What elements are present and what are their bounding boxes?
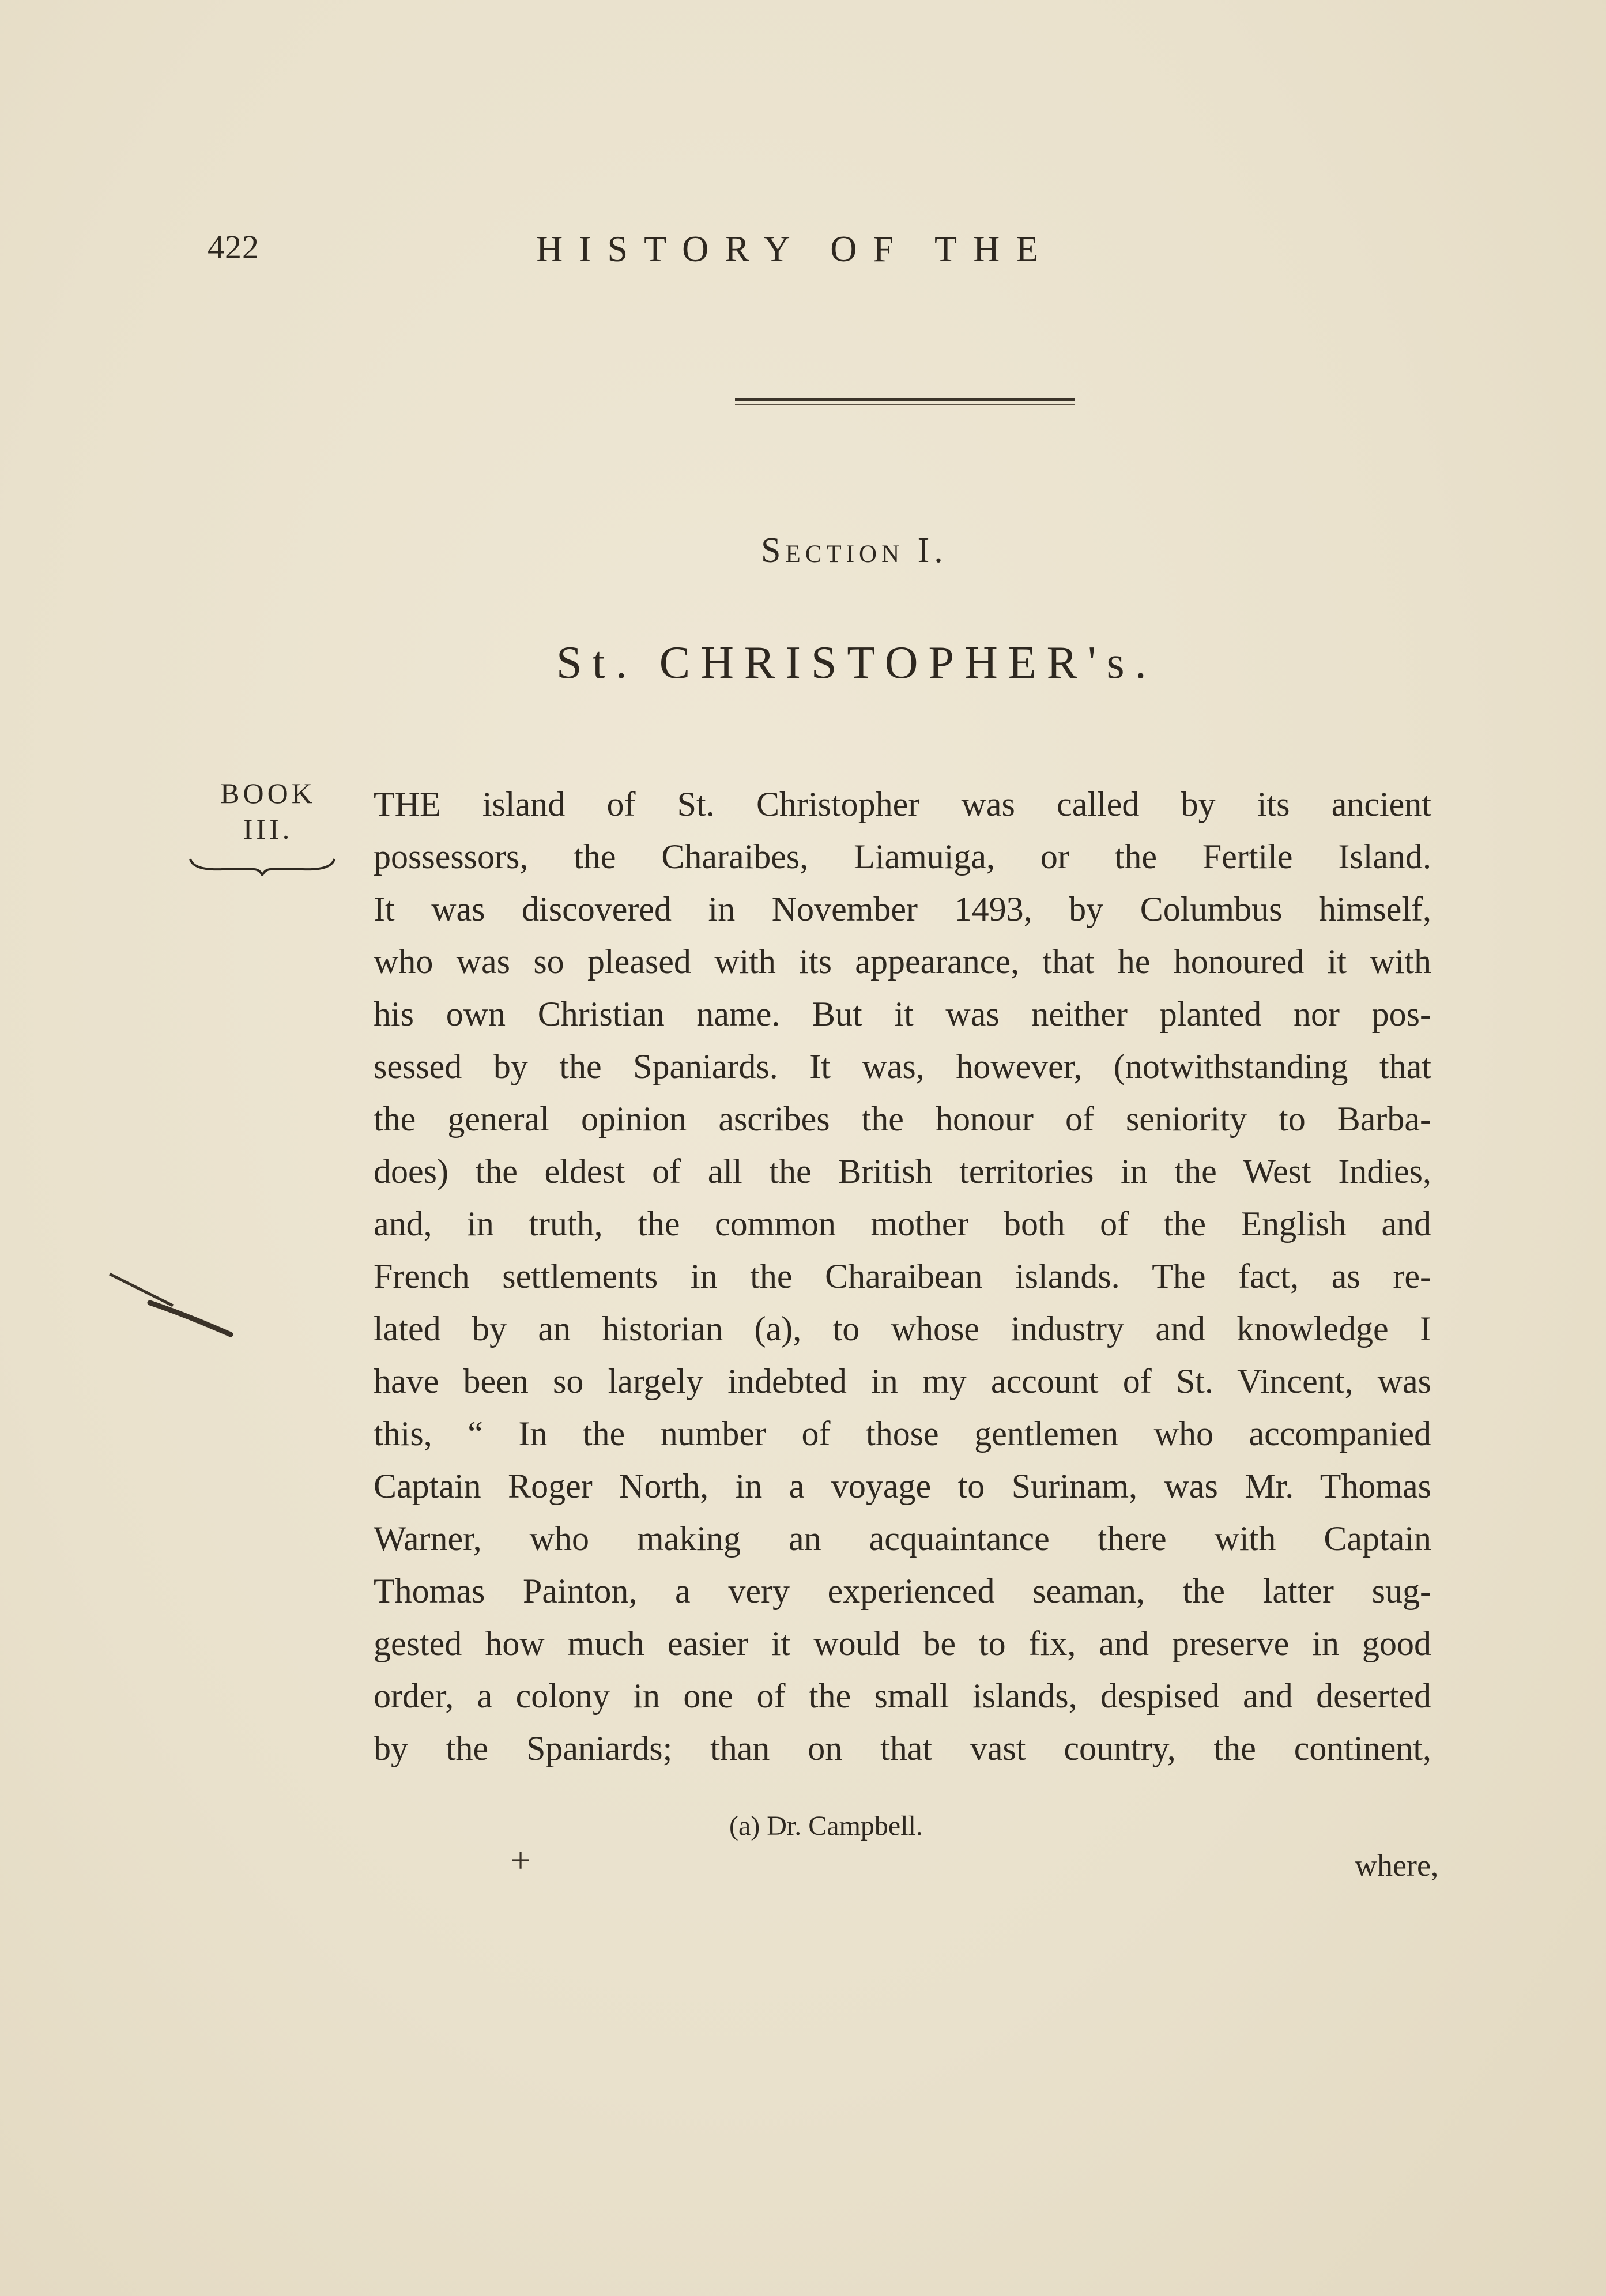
body-line: French settlements in the Charaibean islands. The fact, as re- [374,1257,1431,1295]
body-line: and, in truth, the common mother both of the English and [374,1205,1431,1243]
body-line: gested how much easier it would be to fix, and preserve in good [374,1624,1431,1662]
place-title: St. CHRISTOPHER's. [556,638,1157,688]
margin-brace-icon [187,853,337,876]
margin-note-volume: III. [243,813,293,845]
section-title: Section I. [761,531,948,570]
body-line: It was discovered in November 1493, by Columbus himself, [374,890,1431,928]
body-text [374,778,1431,1775]
margin-note [193,775,343,847]
body-line: sessed by the Spaniards. It was, however, (notwithstanding that [374,1047,1431,1085]
catchword: where, [1355,1848,1439,1883]
body-line: the general opinion ascribes the honour of seniority to Barba- [374,1100,1431,1138]
body-line: Warner, who making an acquaintance there with Captain [374,1520,1431,1558]
body-line: order, a colony in one of the small islands, despised and deserted [374,1677,1431,1715]
page-number: 422 [208,228,259,266]
body-line: Thomas Painton, a very experienced seaman, the latter sug- [374,1572,1431,1610]
footnote: (a) Dr. Campbell. [729,1811,923,1841]
body-line: THE island of St. Christopher was called by its ancient [374,785,1431,823]
stray-pen-mark-icon [104,1262,236,1343]
body-line: have been so largely indebted in my account of St. Vincent, was [374,1362,1431,1400]
body-line: who was so pleased with its appearance, that he honoured it with [374,942,1431,981]
body-line: does) the eldest of all the British territories in the West Indies, [374,1152,1431,1190]
body-line: Captain Roger North, in a voyage to Surinam, was Mr. Thomas [374,1467,1431,1505]
body-line: his own Christian name. But it was neither planted nor pos- [374,995,1431,1033]
body-line: this, “ In the number of those gentlemen who accompanied [374,1415,1431,1453]
body-line: by the Spaniards; than on that vast country, the continent, [374,1729,1431,1767]
body-line: lated by an historian (a), to whose industry and knowledge I [374,1310,1431,1348]
page-header [208,228,1291,285]
header-rule [735,398,1075,405]
margin-note-book: BOOK [220,777,316,809]
running-head: HISTORY OF THE [536,228,1055,269]
body-line: possessors, the Charaibes, Liamuiga, or the Fertile Island. [374,838,1431,876]
cross-mark-icon: + [510,1839,531,1880]
